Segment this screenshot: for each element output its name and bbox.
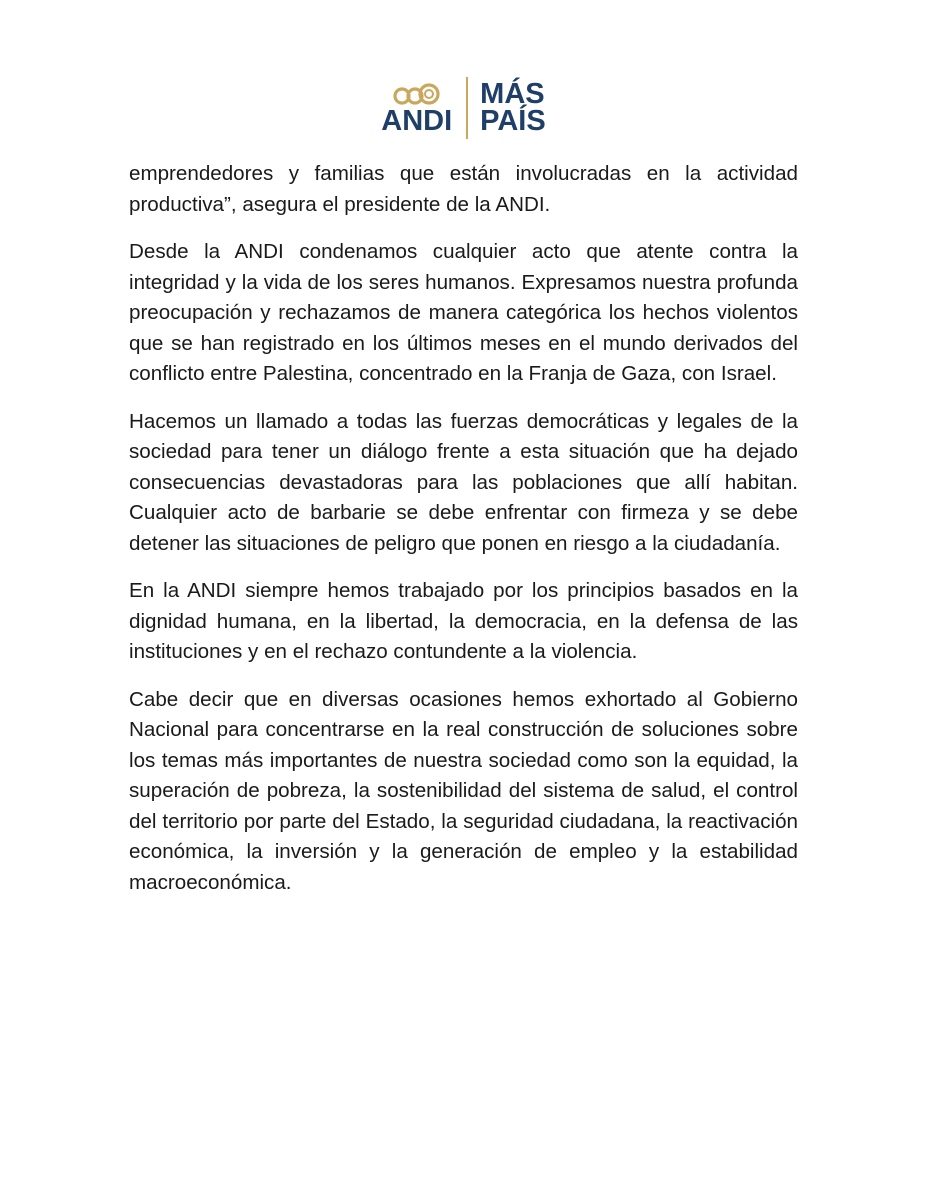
paragraph: Cabe decir que en diversas ocasiones hemos exhortado al Gobierno Nacional para concentrarse en la real construcción de soluciones sobre los temas más importantes de nuestra sociedad como son la equidad, la superación de pobreza, la sostenibilidad del sistema de salud, el control del territorio por parte del Estado, la seguridad ciudadana, la reactivación económica, la inversión y la generación de empleo y la estabilidad macroeconómica.	[129, 687, 798, 894]
paragraph: Desde la ANDI condenamos cualquier acto que atente contra la integridad y la vida de los seres humanos. Expresamos nuestra profunda preocupación y rechazamos de manera categórica los hechos violentos que se han registrado en los últimos meses en el mundo derivados del conflicto entre Palestina, concentrado en la Franja de Gaza, con Israel.	[129, 240, 798, 385]
andi-logo	[381, 82, 453, 137]
mas-pais-logo-line1: MÁS	[480, 78, 545, 110]
paragraph: En la ANDI siempre hemos trabajado por los principios basados en la dignidad humana, en la libertad, la democracia, en la defensa de las instituciones y en el rechazo contundente a la violencia.	[129, 579, 798, 663]
mas-pais-logo	[480, 78, 546, 137]
document-body	[129, 159, 798, 915]
header-logos	[0, 76, 927, 140]
mas-pais-logo-line2: PAÍS	[480, 105, 546, 137]
paragraph: emprendedores y familias que están involucradas en la actividad productiva”, asegura el presidente de la ANDI.	[129, 162, 798, 216]
andi-logo-text: ANDI	[381, 105, 453, 137]
paragraph: Hacemos un llamado a todas las fuerzas democráticas y legales de la sociedad para tener un diálogo frente a esta situación que ha dejado consecuencias devastadoras para las poblaciones que allí habitan. Cualquier acto de barbarie se debe enfrentar con firmeza y se debe detener las situaciones de peligro que ponen en riesgo a la ciudadanía.	[129, 409, 798, 555]
logo-divider	[466, 77, 468, 139]
